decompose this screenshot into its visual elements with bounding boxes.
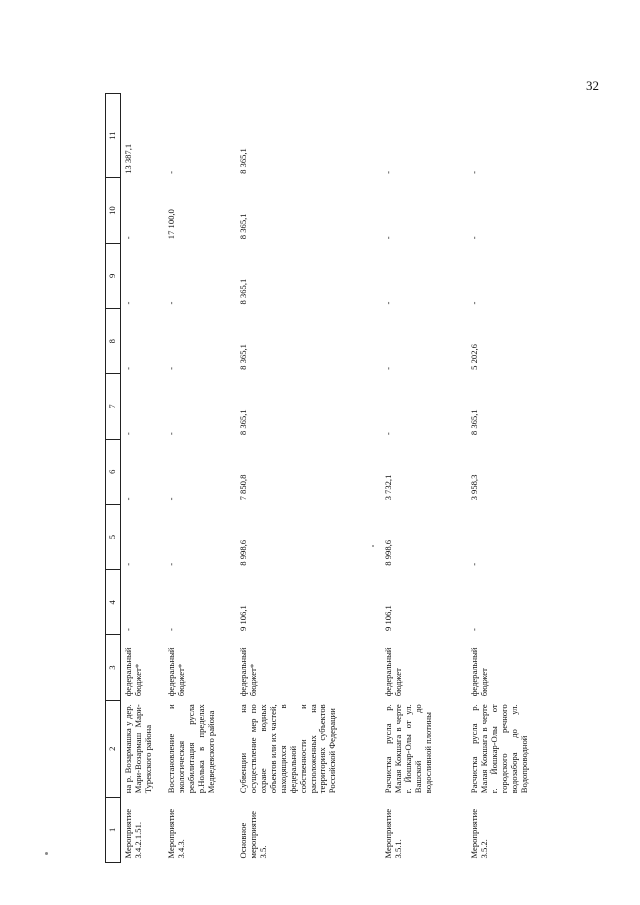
col-header-8: 8 — [106, 309, 121, 374]
rotated-table-container — [105, 93, 545, 863]
cell-value: - — [166, 301, 177, 305]
col-header-9: 9 — [106, 243, 121, 308]
row-source: федеральный бюджет — [469, 647, 490, 697]
row-id: Мероприятие 3.5.2. — [469, 808, 490, 859]
cell-value: - — [122, 432, 133, 436]
col-header-11: 11 — [106, 94, 121, 178]
cell-value: - — [166, 171, 177, 174]
cell-value: 9 106,1 — [238, 605, 249, 631]
row-id: Мероприятие 3.5.1. — [383, 808, 404, 859]
table-row — [164, 94, 236, 863]
row-description: Расчистка русла р. Малая Кокшага в черте г. Йошкар-Олы от городского речного водозабора до ул. Водопроводной — [469, 704, 529, 794]
cell-value: 9 106,1 — [383, 605, 394, 631]
cell-value: - — [122, 628, 133, 631]
page-number: 32 — [586, 78, 599, 93]
table-row — [236, 94, 381, 863]
cell-value: - — [469, 628, 480, 631]
cell-value: 8 365,1 — [238, 213, 249, 240]
row-description: Восстановление и экологическая реабилитация русла р.Нолька в пределах Медведевского района — [166, 704, 216, 794]
cell-value: - — [122, 366, 133, 370]
cell-value: - — [383, 171, 394, 174]
cell-value: - — [469, 562, 480, 566]
cell-value: 8 365,1 — [238, 148, 249, 174]
cell-value: - — [122, 236, 133, 240]
cell-value: 8 365,1 — [238, 344, 249, 370]
cell-value: - — [166, 562, 177, 566]
row-source: федеральный бюджет* — [122, 647, 143, 697]
col-header-1: 1 — [106, 797, 121, 862]
cell-value: - — [122, 301, 133, 305]
cell-value: - — [383, 301, 394, 305]
row-id: Основное мероприятие 3.5. — [238, 811, 269, 859]
row-source: федеральный бюджет — [383, 647, 404, 697]
scan-speck — [45, 852, 48, 855]
scan-speck — [372, 545, 374, 547]
budget-table — [105, 93, 551, 863]
cell-value: - — [469, 171, 480, 174]
cell-value: 3 958,3 — [469, 474, 480, 501]
col-header-3: 3 — [106, 635, 121, 700]
cell-value: 8 998,6 — [383, 539, 394, 566]
cell-value: - — [383, 236, 394, 240]
cell-value: - — [166, 497, 177, 501]
cell-value: - — [166, 432, 177, 436]
col-header-10: 10 — [106, 178, 121, 243]
row-source: федеральный бюджет* — [238, 647, 259, 697]
cell-value: 8 365,1 — [238, 278, 249, 305]
row-description: Субвенции на осуществление мер по охране водных объектов или их частей, находящихся в федеральной собственности и расположенных на территориях субъектов Российской Федерации — [238, 704, 338, 794]
col-header-5: 5 — [106, 504, 121, 569]
cell-value: 7 850,8 — [238, 474, 249, 501]
cell-value: 8 365,1 — [238, 409, 249, 436]
col-header-7: 7 — [106, 374, 121, 439]
cell-value: - — [122, 562, 133, 566]
row-description: на р. Возармашка у дер. Мари-Возармаш Мари-Турекского района — [122, 704, 153, 794]
cell-value: 17 100,0 — [166, 209, 177, 240]
row-id: Мероприятие 3.4.3. — [166, 808, 187, 859]
cell-value: 8 365,1 — [469, 409, 480, 436]
cell-value: 3 732,1 — [383, 474, 394, 501]
table-row — [120, 94, 164, 863]
cell-value: 8 998,6 — [238, 539, 249, 566]
col-header-2: 2 — [106, 700, 121, 797]
table-row — [381, 94, 467, 863]
cell-value: - — [122, 497, 133, 501]
header-row — [106, 94, 121, 863]
cell-value: - — [383, 432, 394, 436]
cell-value: - — [166, 628, 177, 631]
cell-value: 13 387,1 — [122, 143, 133, 174]
cell-value: - — [166, 366, 177, 370]
col-header-6: 6 — [106, 439, 121, 504]
cell-value: - — [383, 366, 394, 370]
table-row — [467, 94, 551, 863]
row-source: федеральный бюджет* — [166, 647, 187, 697]
col-header-4: 4 — [106, 570, 121, 635]
cell-value: - — [469, 236, 480, 240]
row-description: Расчистка русла р. Малая Кокшага в черте г. Йошкар-Олы от ул. Вашской до водосливной плотины — [383, 704, 433, 794]
cell-value: 5 202,6 — [469, 344, 480, 370]
cell-value: - — [469, 301, 480, 305]
row-id: Мероприятие 3.4.2.1.51. — [122, 808, 143, 859]
